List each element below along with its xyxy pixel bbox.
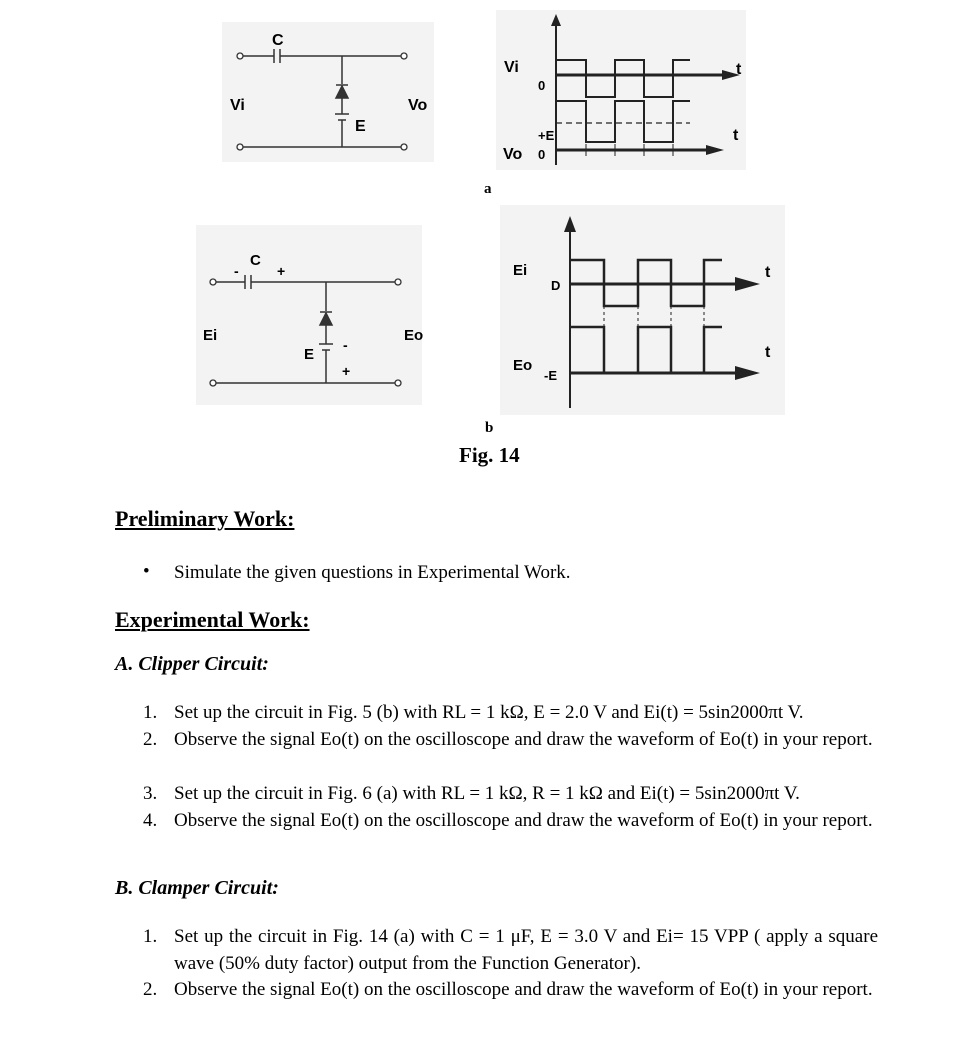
step-number: 2. [143,979,158,1000]
clipper-heading: A. Clipper Circuit: [115,653,269,675]
preliminary-heading: Preliminary Work: [115,506,295,531]
circuit-a-cap-label: C [272,32,284,49]
step-text: Set up the circuit in Fig. 6 (a) with RL = 1 kΩ, R = 1 kΩ and Ei(t) = 5sin2000πt V. [174,783,800,804]
circuit-b-input-label: Ei [203,327,218,344]
step-text: Observe the signal Eo(t) on the oscilloscope and draw the waveform of Eo(t) in your report. [174,979,873,1000]
waveform-a-zero-label-2: 0 [538,147,546,162]
circuit-b-cap-plus: + [277,263,286,279]
step-text: Observe the signal Eo(t) on the oscilloscope and draw the waveform of Eo(t) in your report. [174,729,873,750]
waveform-a-t-label-2: t [733,127,739,144]
circuit-a-output-label: Vo [408,97,428,114]
circuit-a-source-label: E [355,118,366,135]
waveform-b-t-label: t [765,264,771,281]
circuit-b-source-plus: + [342,363,351,379]
waveform-b-background [500,205,785,415]
circuit-b-source-label: E [304,346,315,363]
step-number: 3. [143,783,158,804]
circuit-b-cap-minus: - [234,263,239,279]
step-number: 2. [143,729,158,750]
bullet-icon: • [143,561,150,582]
step-number: 4. [143,810,158,831]
figure-caption: Fig. 14 [459,443,520,467]
step-text: Set up the circuit in Fig. 5 (b) with RL = 1 kΩ, E = 2.0 V and Ei(t) = 5sin2000πt V. [174,702,804,723]
circuit-b-output-label: Eo [404,327,424,344]
waveform-b-minus-e-label: -E [544,368,557,383]
waveform-b-t-label-2: t [765,344,771,361]
waveform-a-t-label: t [736,61,742,78]
circuit-a-background [222,22,434,162]
step-number: 1. [143,702,158,723]
clamper-heading: B. Clamper Circuit: [115,877,279,899]
waveform-a-input-label: Vi [504,59,519,76]
step-text: Observe the signal Eo(t) on the oscilloscope and draw the waveform of Eo(t) in your report. [174,810,873,831]
waveform-a-output-label: Vo [503,146,523,163]
sub-caption-a: a [484,181,492,197]
step-text: Set up the circuit in Fig. 14 (a) with C = 1 μF, E = 3.0 V and Ei= 15 VPP ( apply a square wave (50% duty factor) output from the Function Generator). [174,926,878,974]
waveform-b-d-label: D [551,278,561,293]
waveform-a-plus-e-label: +E [538,128,555,143]
preliminary-item-text: Simulate the given questions in Experimental Work. [174,562,571,583]
waveform-b-input-label: Ei [513,262,528,279]
experimental-heading: Experimental Work: [115,607,310,632]
circuit-b-cap-label: C [250,252,261,269]
step-number: 1. [143,926,158,947]
waveform-a-zero-label: 0 [538,78,546,93]
sub-caption-b: b [485,420,494,436]
figure-14 [0,0,975,470]
circuit-a-input-label: Vi [230,97,245,114]
waveform-b-output-label: Eo [513,357,533,374]
circuit-b-source-minus: - [343,337,348,353]
circuit-b-background [196,225,422,405]
